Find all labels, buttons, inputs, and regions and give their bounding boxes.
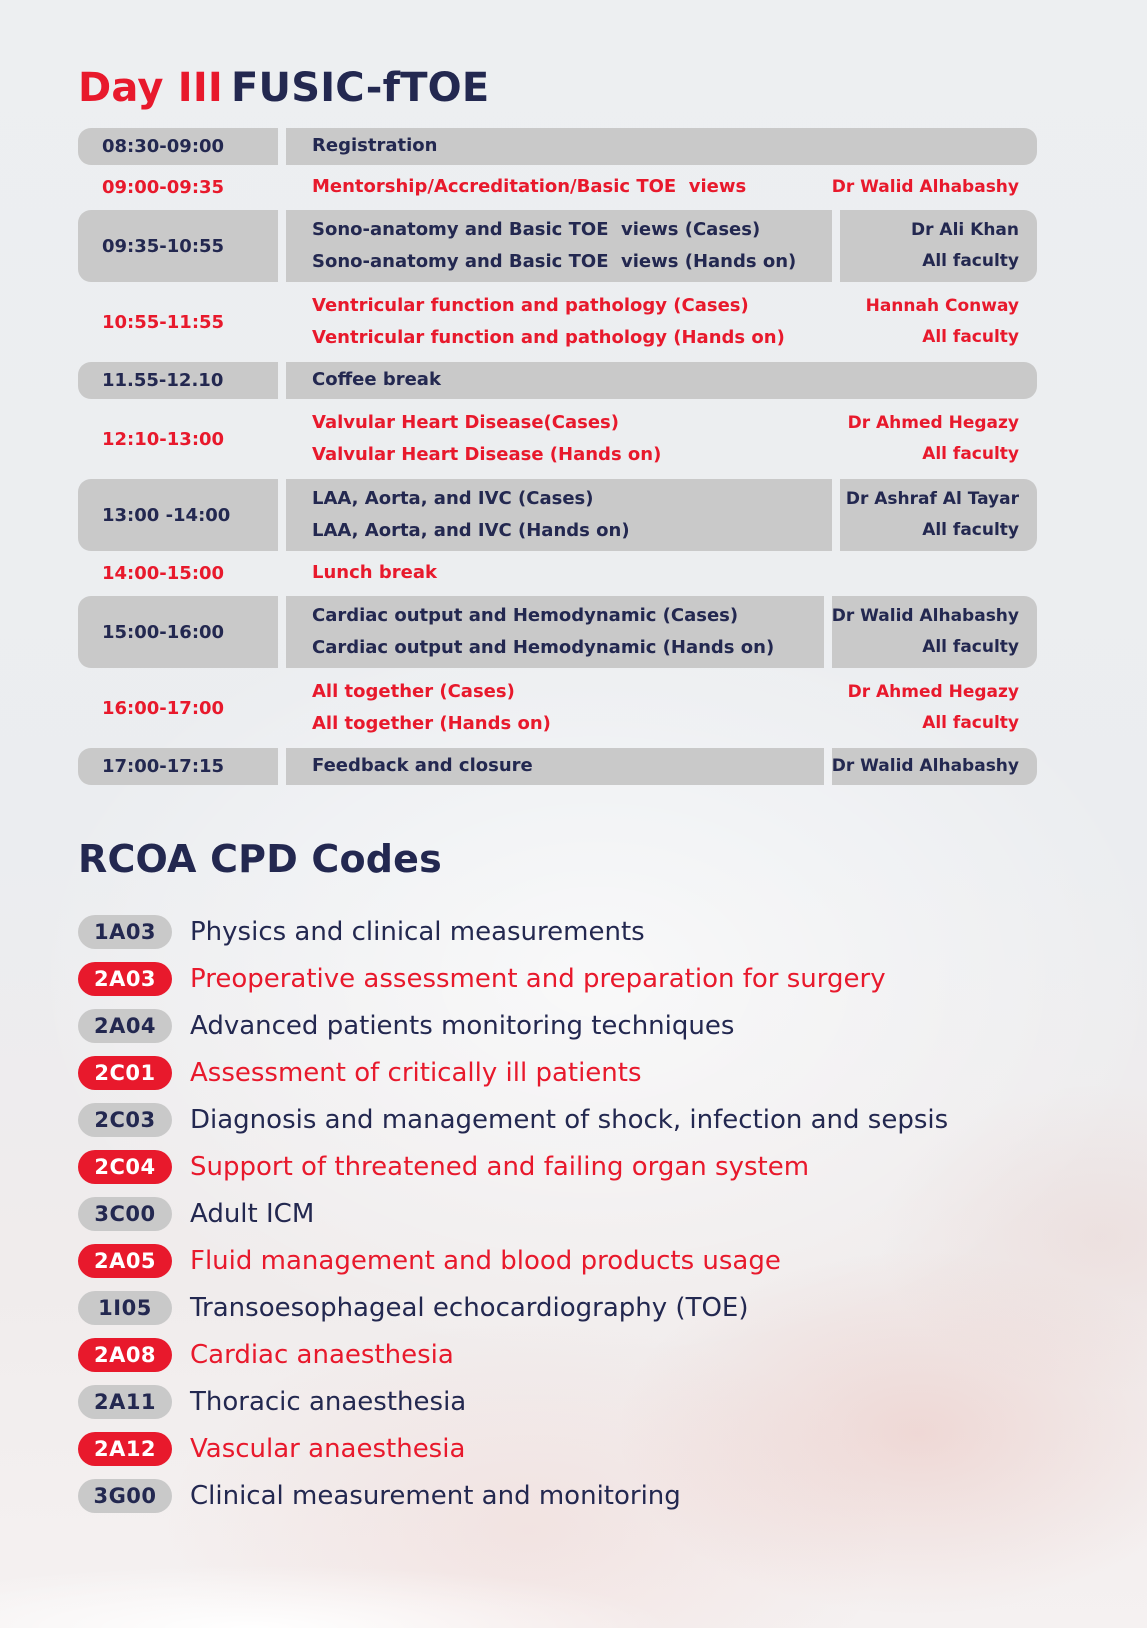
session-cell — [286, 286, 832, 358]
cpd-code-label: Clinical measurement and monitoring — [190, 1481, 681, 1511]
time-cell: 09:00-09:35 — [102, 177, 225, 198]
schedule-row — [78, 169, 1037, 206]
session-speaker: All faculty — [922, 519, 1019, 540]
session-cell — [286, 403, 832, 475]
cpd-item — [78, 1291, 1037, 1325]
cpd-code-badge: 3C00 — [78, 1197, 172, 1231]
schedule-row — [78, 596, 1037, 668]
cpd-code-badge: 2A05 — [78, 1244, 172, 1278]
session-title: Cardiac output and Hemodynamic (Hands on) — [312, 636, 775, 658]
speaker-cell — [840, 210, 1037, 282]
cpd-code-label: Preoperative assessment and preparation for surgery — [190, 964, 886, 994]
session-title: Sono-anatomy and Basic TOE views (Cases) — [312, 219, 761, 240]
cpd-code-label: Physics and clinical measurements — [190, 917, 645, 947]
cpd-item — [78, 915, 1037, 949]
cpd-code-label: Vascular anaesthesia — [190, 1434, 466, 1464]
session-title: Valvular Heart Disease (Hands on) — [312, 443, 662, 465]
session-title: All together (Cases) — [312, 681, 515, 702]
time-cell: 14:00-15:00 — [102, 563, 225, 584]
cpd-code-badge: 2C03 — [78, 1103, 172, 1137]
session-title: Mentorship/Accreditation/Basic TOE views — [312, 176, 747, 198]
cpd-code-badge: 2A04 — [78, 1009, 172, 1043]
session-title: Coffee break — [312, 369, 441, 391]
schedule-row — [78, 403, 1037, 475]
speaker-cell — [832, 748, 1037, 785]
cpd-code-label: Advanced patients monitoring techniques — [190, 1011, 735, 1041]
cpd-heading: RCOA CPD Codes — [78, 837, 442, 881]
speaker-cell — [832, 596, 1037, 668]
time-cell: 09:35-10:55 — [78, 210, 278, 282]
cpd-item — [78, 1479, 1037, 1513]
session-speaker: Hannah Conway — [865, 295, 1019, 316]
session-speaker: All faculty — [922, 712, 1019, 733]
speaker-cell — [832, 169, 1037, 206]
schedule-row — [78, 362, 1037, 399]
schedule-row — [78, 286, 1037, 358]
session-cell — [286, 362, 1037, 399]
session-title: Feedback and closure — [312, 755, 533, 777]
time-cell: 10:55-11:55 — [102, 311, 225, 333]
cpd-item — [78, 1103, 1037, 1137]
session-cell — [286, 479, 832, 551]
session-cell — [286, 596, 824, 668]
cpd-code-badge: 2A11 — [78, 1385, 172, 1419]
cpd-code-badge: 2A12 — [78, 1432, 172, 1466]
time-cell: 08:30-09:00 — [78, 128, 278, 165]
session-cell — [286, 210, 832, 282]
session-speaker: Dr Walid Alhabashy — [831, 605, 1019, 626]
schedule-row — [78, 672, 1037, 744]
time-cell: 16:00-17:00 — [102, 697, 225, 719]
session-title: LAA, Aorta, and IVC (Hands on) — [312, 519, 630, 541]
cpd-item — [78, 1338, 1037, 1372]
time-cell: 15:00-16:00 — [78, 596, 278, 668]
session-title: All together (Hands on) — [312, 712, 551, 734]
session-speaker: Dr Ahmed Hegazy — [847, 681, 1019, 702]
time-cell: 11.55-12.10 — [78, 362, 278, 399]
session-cell — [286, 555, 1037, 592]
cpd-code-label: Fluid management and blood products usage — [190, 1246, 781, 1276]
cpd-code-badge: 1I05 — [78, 1291, 172, 1325]
session-title: Registration — [312, 135, 438, 157]
session-title: Lunch break — [312, 562, 437, 584]
cpd-item — [78, 1432, 1037, 1466]
session-title: LAA, Aorta, and IVC (Cases) — [312, 488, 594, 509]
cpd-code-label: Transoesophageal echocardiography (TOE) — [190, 1293, 749, 1323]
speaker-cell — [840, 672, 1037, 744]
cpd-item — [78, 962, 1037, 996]
schedule-row — [78, 210, 1037, 282]
cpd-code-badge: 3G00 — [78, 1479, 172, 1513]
speaker-cell — [840, 286, 1037, 358]
cpd-item — [78, 1056, 1037, 1090]
session-speaker: All faculty — [922, 250, 1019, 271]
schedule-row — [78, 479, 1037, 551]
session-title: Ventricular function and pathology (Hands on) — [312, 326, 785, 348]
session-speaker: All faculty — [922, 443, 1019, 464]
session-speaker: Dr Ali Khan — [911, 219, 1019, 240]
schedule-table — [78, 128, 1037, 785]
page-title-course: FUSIC-fTOE — [231, 65, 490, 111]
cpd-code-badge: 1A03 — [78, 915, 172, 949]
session-speaker: Dr Walid Alhabashy — [831, 755, 1019, 776]
time-cell: 12:10-13:00 — [102, 428, 225, 450]
cpd-code-badge: 2C04 — [78, 1150, 172, 1184]
session-cell — [286, 748, 824, 785]
session-cell — [286, 672, 832, 744]
cpd-code-label: Diagnosis and management of shock, infection and sepsis — [190, 1105, 949, 1135]
session-title: Sono-anatomy and Basic TOE views (Hands on) — [312, 250, 797, 272]
cpd-code-label: Cardiac anaesthesia — [190, 1340, 454, 1370]
cpd-code-badge: 2C01 — [78, 1056, 172, 1090]
schedule-row — [78, 128, 1037, 165]
session-speaker: All faculty — [922, 636, 1019, 657]
time-cell: 17:00-17:15 — [78, 748, 278, 785]
page-title-day: Day III — [78, 65, 224, 111]
schedule-row — [78, 555, 1037, 592]
cpd-item — [78, 1244, 1037, 1278]
cpd-code-label: Adult ICM — [190, 1199, 315, 1229]
session-speaker: All faculty — [922, 326, 1019, 347]
cpd-item — [78, 1009, 1037, 1043]
cpd-code-label: Support of threatened and failing organ system — [190, 1152, 810, 1182]
cpd-code-label: Thoracic anaesthesia — [190, 1387, 467, 1417]
time-cell: 13:00 -14:00 — [78, 479, 278, 551]
session-cell — [286, 128, 1037, 165]
speaker-cell — [840, 479, 1037, 551]
session-speaker: Dr Ahmed Hegazy — [847, 412, 1019, 433]
cpd-code-badge: 2A03 — [78, 962, 172, 996]
session-speaker: Dr Walid Alhabashy — [831, 176, 1019, 197]
session-cell — [286, 169, 824, 206]
speaker-cell — [840, 403, 1037, 475]
session-title: Ventricular function and pathology (Cases) — [312, 295, 749, 316]
schedule-row — [78, 748, 1037, 785]
cpd-item — [78, 1197, 1037, 1231]
cpd-item — [78, 1150, 1037, 1184]
cpd-code-list — [78, 915, 1037, 1513]
page-title — [78, 64, 1037, 112]
session-speaker: Dr Ashraf Al Tayar — [845, 488, 1019, 509]
cpd-item — [78, 1385, 1037, 1419]
session-title: Valvular Heart Disease(Cases) — [312, 412, 619, 433]
session-title: Cardiac output and Hemodynamic (Cases) — [312, 605, 739, 626]
cpd-code-label: Assessment of critically ill patients — [190, 1058, 642, 1088]
cpd-code-badge: 2A08 — [78, 1338, 172, 1372]
